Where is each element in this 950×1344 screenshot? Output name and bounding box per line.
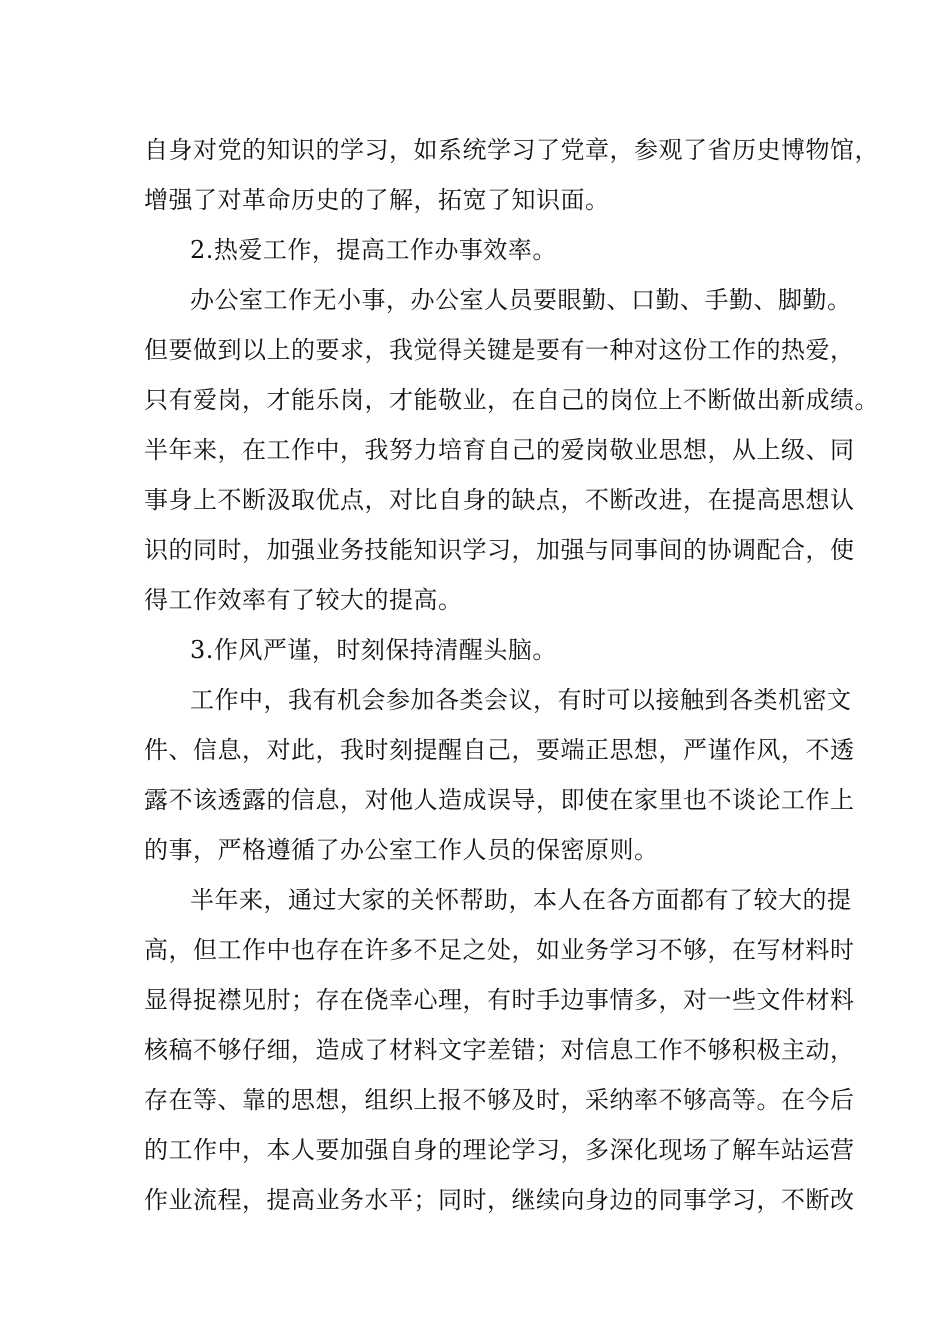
text-line: 增强了对革命历史的了解，拓宽了知识面。 (144, 186, 610, 214)
text-line: 显得捉襟见肘；存在侥幸心理，有时手边事情多，对一些文件材料 (144, 986, 855, 1014)
text-line: 但要做到以上的要求，我觉得关键是要有一种对这份工作的热爱， (144, 336, 855, 364)
text-line: 的工作中，本人要加强自身的理论学习，多深化现场了解车站运营 (144, 1136, 855, 1164)
text-line: 识的同时，加强业务技能知识学习，加强与同事间的协调配合，使 (144, 536, 855, 564)
text-line: 事身上不断汲取优点，对比自身的缺点，不断改进，在提高思想认 (144, 486, 855, 514)
text-line: 半年来，通过大家的关怀帮助，本人在各方面都有了较大的提 (190, 886, 852, 914)
section-heading: 3.作风严谨，时刻保持清醒头脑。 (190, 636, 557, 664)
text-line: 自身对党的知识的学习，如系统学习了党章，参观了省历史博物馆， (144, 136, 879, 164)
text-line: 办公室工作无小事，办公室人员要眼勤、口勤、手勤、脚勤。 (190, 286, 852, 314)
text-line: 核稿不够仔细，造成了材料文字差错；对信息工作不够积极主动， (144, 1036, 855, 1064)
text-line: 半年来，在工作中，我努力培育自己的爱岗敬业思想，从上级、同 (144, 436, 855, 464)
text-line: 只有爱岗，才能乐岗，才能敬业，在自己的岗位上不断做出新成绩。 (144, 386, 879, 414)
text-line: 露不该透露的信息，对他人造成误导，即使在家里也不谈论工作上 (144, 786, 855, 814)
text-line: 件、信息，对此，我时刻提醒自己，要端正思想，严谨作风，不透 (144, 736, 855, 764)
text-line: 得工作效率有了较大的提高。 (144, 586, 463, 614)
text-line: 工作中，我有机会参加各类会议，有时可以接触到各类机密文 (190, 686, 852, 714)
text-line: 的事，严格遵循了办公室工作人员的保密原则。 (144, 836, 659, 864)
text-line: 作业流程，提高业务水平；同时，继续向身边的同事学习，不断改 (144, 1186, 855, 1214)
section-heading: 2.热爱工作，提高工作办事效率。 (190, 236, 557, 264)
text-line: 存在等、靠的思想，组织上报不够及时，采纳率不够高等。在今后 (144, 1086, 855, 1114)
text-line: 高，但工作中也存在许多不足之处，如业务学习不够，在写材料时 (144, 936, 855, 964)
